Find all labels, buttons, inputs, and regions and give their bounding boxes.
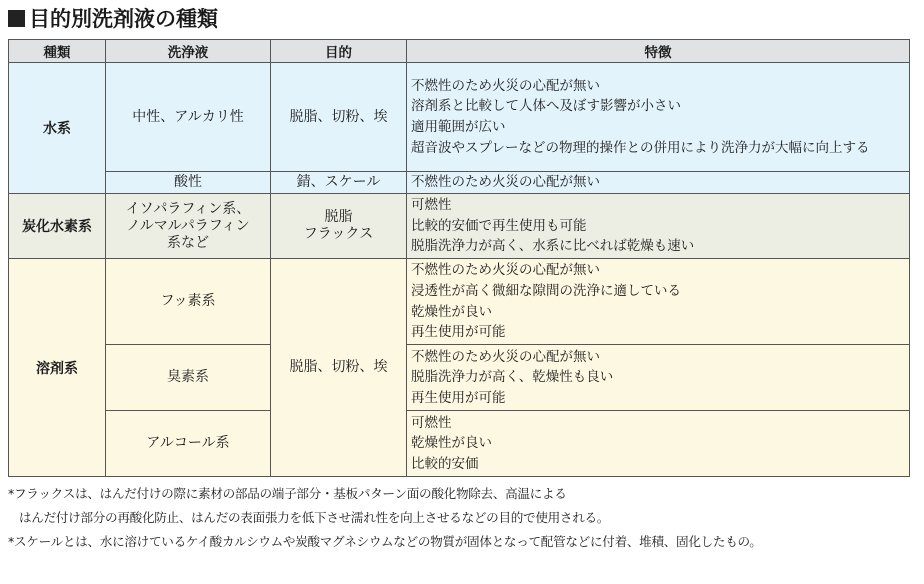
liquid-cell: 臭素系 bbox=[106, 345, 271, 411]
feature-line: 可燃性 bbox=[411, 197, 452, 214]
category-solvent: 溶剤系 bbox=[9, 259, 106, 477]
footnotes bbox=[8, 482, 920, 554]
table-row bbox=[9, 172, 910, 194]
cleaning-liquid-table bbox=[8, 39, 910, 477]
category-water: 水系 bbox=[9, 63, 106, 194]
feature-line: 適用範囲が広い bbox=[411, 119, 506, 135]
table-row bbox=[9, 411, 910, 477]
header-features: 特徴 bbox=[407, 40, 910, 63]
purpose-cell: 脱脂、切粉、埃 bbox=[271, 259, 407, 477]
footnote-flux-continued: はんだ付け部分の再酸化防止、はんだの表面張力を低下させ濡れ性を向上させるなどの目的で使用される。 bbox=[19, 510, 610, 525]
page-title bbox=[8, 4, 218, 34]
features-cell bbox=[407, 259, 910, 345]
feature-line: 乾燥性が良い bbox=[411, 435, 492, 452]
feature-line: 脱脂洗浄力が高く、乾燥性も良い bbox=[411, 369, 614, 386]
feature-line: 不燃性のため火災の心配が無い bbox=[411, 77, 600, 94]
feature-line: 不燃性のため火災の心配が無い bbox=[411, 262, 600, 279]
header-kind: 種類 bbox=[9, 40, 106, 63]
purpose-cell: 脱脂、切粉、埃 bbox=[271, 63, 407, 172]
feature-line: 超音波やスプレーなどの物理的操作との併用により洗浄力が大幅に向上する bbox=[411, 139, 870, 156]
footnote-scale: *スケールとは、水に溶けているケイ酸カルシウムや炭酸マグネシウムなどの物質が固体となって配管などに付着、堆積、固化したもの。 bbox=[8, 534, 762, 549]
category-hydrocarbon: 炭化水素系 bbox=[9, 194, 106, 259]
feature-line: 浸透性が高く微細な隙間の洗浄に適している bbox=[411, 282, 681, 299]
liquid-cell: 酸性 bbox=[106, 172, 271, 194]
feature-line: 再生使用が可能 bbox=[411, 389, 506, 406]
purpose-cell bbox=[271, 194, 407, 259]
features-cell bbox=[407, 172, 910, 194]
feature-line: 不燃性のため火災の心配が無い bbox=[411, 348, 600, 365]
page-title-text: 目的別洗剤液の種類 bbox=[29, 7, 218, 31]
feature-line: 溶剤系と比較して人体へ及ぼす影響が小さい bbox=[411, 98, 681, 115]
feature-line: 比較的安価 bbox=[411, 455, 479, 472]
table-row bbox=[9, 259, 910, 345]
feature-line: 乾燥性が良い bbox=[411, 303, 492, 320]
liquid-cell: 中性、アルカリ性 bbox=[106, 63, 271, 172]
purpose-cell: 錆、スケール bbox=[271, 172, 407, 194]
purpose-line: 脱脂 bbox=[324, 209, 353, 225]
header-liquid: 洗浄液 bbox=[106, 40, 271, 63]
liquid-cell bbox=[106, 194, 271, 259]
feature-line: 比較的安価で再生使用も可能 bbox=[411, 217, 587, 234]
square-bullet-icon bbox=[8, 10, 25, 27]
feature-line: 不燃性のため火災の心配が無い bbox=[411, 174, 600, 191]
table-header-row bbox=[9, 40, 910, 63]
features-cell bbox=[407, 411, 910, 477]
liquid-line: 系など bbox=[167, 234, 209, 251]
features-cell bbox=[407, 345, 910, 411]
liquid-line: イソパラフィン系、 bbox=[125, 200, 251, 217]
purpose-line: フラックス bbox=[303, 226, 374, 242]
liquid-line: ノルマルパラフィン bbox=[126, 217, 250, 234]
table-row bbox=[9, 63, 910, 172]
liquid-cell: アルコール系 bbox=[106, 411, 271, 477]
header-purpose: 目的 bbox=[271, 40, 407, 63]
features-cell bbox=[407, 63, 910, 172]
liquid-cell: フッ素系 bbox=[106, 259, 271, 345]
feature-line: 再生使用が可能 bbox=[411, 324, 506, 341]
features-cell bbox=[407, 194, 910, 259]
table-row bbox=[9, 345, 910, 411]
table-row bbox=[9, 194, 910, 259]
feature-line: 脱脂洗浄力が高く、水系に比べれば乾燥も速い bbox=[411, 238, 695, 255]
footnote-flux: *フラックスは、はんだ付けの際に素材の部品の端子部分・基板パターン面の酸化物除去、高温による bbox=[8, 486, 567, 501]
feature-line: 可燃性 bbox=[411, 414, 452, 431]
